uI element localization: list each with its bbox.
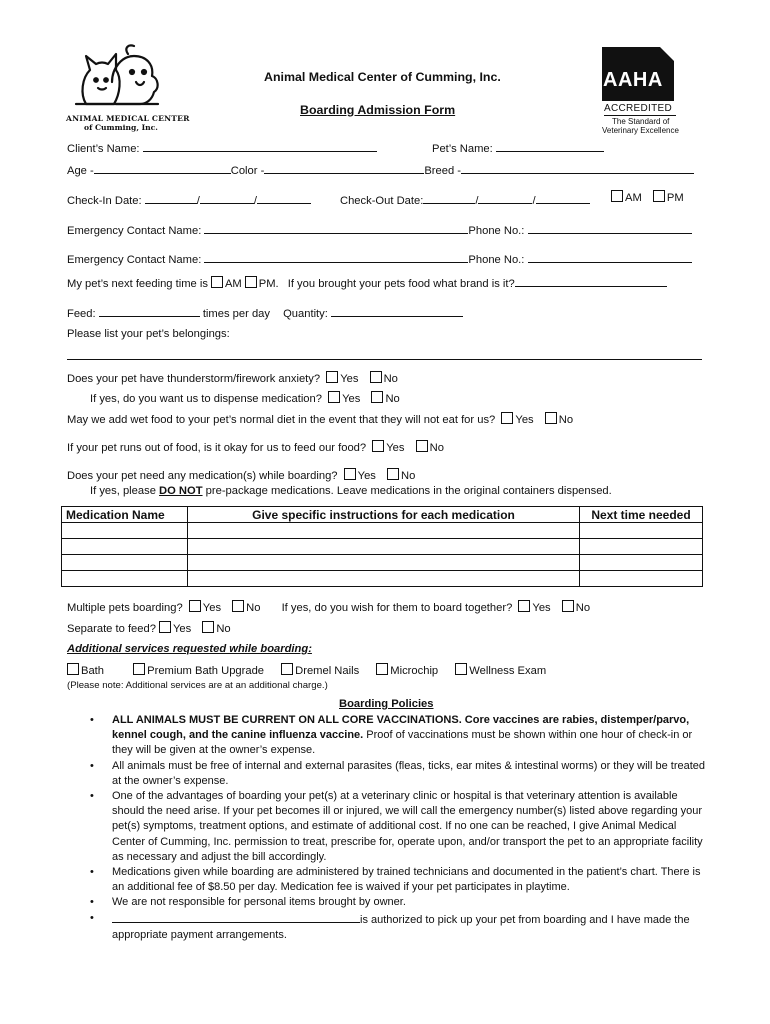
yes-label: Yes [342,393,361,405]
list-item [90,895,707,910]
meds-note-emphasis: DO NOT [159,485,203,497]
services-heading: Additional services requested while boarding: [67,643,312,655]
brand-question: If you brought your pets food what brand is it? [287,278,515,290]
am-checkbox[interactable] [611,190,623,202]
emergency-row-1 [67,222,692,237]
color-label: Color - [230,165,265,177]
no-label: No [401,470,416,482]
no-label: No [246,602,261,614]
next-time-cell[interactable] [580,539,703,555]
no-label: No [558,414,574,426]
list-item [90,911,707,943]
slash: / [253,195,257,207]
pet-name-label: Pet’s Name: [432,143,493,155]
times-per-day-label: times per day [202,308,270,320]
bullet: • [90,896,94,909]
policy-authorization: is authorized to pick up your pet from boarding and I have made the appropriate payment arrangements. [112,913,690,941]
belongings-label: Please list your pet’s belongings: [67,328,230,340]
check-out-month[interactable] [423,192,475,204]
meds-no-checkbox[interactable] [387,468,399,480]
feed-field[interactable] [99,305,200,317]
run-out-no-checkbox[interactable] [416,440,428,452]
feed-label: Feed: [67,308,96,320]
anxiety-yes-checkbox[interactable] [326,371,338,383]
separate-yes-checkbox[interactable] [159,621,171,633]
emergency-row-2 [67,251,692,266]
check-out-ampm [608,190,684,204]
instructions-cell[interactable] [188,523,580,539]
breed-field[interactable] [461,162,694,174]
feeding-pm-checkbox[interactable] [245,276,257,288]
instructions-header: Give specific instructions for each medication [188,507,580,523]
client-name-label: Client’s Name: [67,143,140,155]
brand-field[interactable] [515,275,667,287]
multiple-pets-row [67,600,590,614]
list-item [90,759,707,789]
aaha-tagline2: Veterinary Excellence [602,126,679,135]
pet-name-row [432,140,604,155]
phone-label: Phone No.: [468,225,525,237]
yes-label: Yes [340,373,359,385]
next-time-cell[interactable] [580,555,703,571]
yes-label: Yes [357,470,376,482]
dispense-yes-checkbox[interactable] [328,391,340,403]
org-name: Animal Medical Center of Cumming, Inc. [264,70,501,84]
slash: / [532,195,536,207]
wet-food-question: May we add wet food to your pet’s normal diet in the event that they will not eat for us? [67,414,496,426]
next-time-cell[interactable] [580,523,703,539]
run-out-row [67,440,444,454]
yes-label: Yes [202,602,222,614]
phone-field-1[interactable] [528,222,692,234]
medication-name-cell[interactable] [62,523,188,539]
aaha-accredited: ACCREDITED [604,103,673,114]
together-no-checkbox[interactable] [562,600,574,612]
medication-name-cell[interactable] [62,555,188,571]
no-label: No [383,373,398,385]
wet-food-yes-checkbox[interactable] [501,412,513,424]
emergency-label: Emergency Contact Name: [67,225,202,237]
meds-note-post: pre-package medications. Leave medications in the original containers dispensed. [205,485,612,497]
quantity-field[interactable] [331,305,463,317]
table-row [62,523,703,539]
wet-food-row [67,412,573,426]
aaha-tagline1: The Standard of [612,117,670,126]
separate-question: Separate to feed? [67,623,156,635]
color-field[interactable] [264,162,424,174]
yes-label: Yes [532,602,551,614]
aaha-badge [600,45,679,137]
emergency-name-field-1[interactable] [204,222,468,234]
medication-name-header: Medication Name [62,507,188,523]
check-out-year[interactable] [536,192,590,204]
medication-table [61,506,703,587]
yes-label: Yes [515,414,534,426]
separate-row [67,621,231,635]
bath-checkbox[interactable] [67,663,79,675]
feeding-time-row [67,275,667,290]
policy-vaccination-bold: ALL ANIMALS MUST BE CURRENT ON ALL CORE VACCINATIONS. Core vaccines are rabies, distemper/parvo, kennel cough, and the canine influenza vaccine. [112,714,690,742]
separate-no-checkbox[interactable] [202,621,214,633]
table-row [62,555,703,571]
instructions-cell[interactable] [188,571,580,587]
together-question: If yes, do you wish for them to board together? [281,602,513,614]
microchip-checkbox[interactable] [376,663,388,675]
quantity-label: Quantity: [283,308,328,320]
policy-veterinary-attention: One of the advantages of boarding your pet(s) at a veterinary clinic or hospital is that veterinary attention is available should the need arise. If your pet becomes ill or injured, we will call the emergency number(s) listed above regarding your pet(s) symptoms, treatment options, and estimate of additional cost. If no one can be reached, I give Animal Medical Center of Cumming, Inc. permission to treat, prescribe for, operate upon, and/or transport the pet to an appropriate facility as necessary and adjust the bill accordingly. [112,790,703,863]
clinic-logo [66,42,190,132]
no-label: No [575,602,591,614]
multiple-no-checkbox[interactable] [232,600,244,612]
age-label: Age - [67,165,94,177]
age-field[interactable] [94,162,231,174]
phone-label: Phone No.: [468,254,525,266]
bullet: • [90,790,94,803]
policy-parasites: All animals must be free of internal and external parasites (fleas, ticks, ear mites & intestinal worms) or they will be treated at the owner’s expense. [112,759,706,787]
bullet: • [90,759,94,772]
policy-vaccination-rest: Proof of vaccinations must be shown within one hour of check-in or they will be given at the owner’s expense. [112,729,693,757]
dremel-checkbox[interactable] [281,663,293,675]
pm-checkbox[interactable] [653,190,665,202]
run-out-yes-checkbox[interactable] [372,440,384,452]
next-time-cell[interactable] [580,571,703,587]
check-out-day[interactable] [478,192,532,204]
emergency-label: Emergency Contact Name: [67,254,202,266]
feeding-am-checkbox[interactable] [211,276,223,288]
logo-line1: ANIMAL MEDICAL CENTER [66,114,190,123]
instructions-cell[interactable] [188,539,580,555]
feeding-time-label: My pet’s next feeding time is [67,278,208,290]
list-item [90,865,707,895]
form-title: Boarding Admission Form [300,103,456,117]
list-item [90,789,707,865]
wet-food-no-checkbox[interactable] [545,412,557,424]
microchip-label: Microchip [390,665,439,677]
wellness-checkbox[interactable] [455,663,467,675]
aaha-brand: AAHA [603,69,663,91]
meds-note-pre: If yes, please [90,485,156,497]
anxiety-no-checkbox[interactable] [370,371,382,383]
slash: / [475,195,479,207]
no-label: No [385,393,400,405]
logo-line2: of Cumming, Inc. [84,123,158,132]
phone-field-2[interactable] [528,251,692,263]
dispense-row [90,391,400,405]
dremel-label: Dremel Nails [295,665,360,677]
services-row [67,663,546,677]
medication-name-cell[interactable] [62,571,188,587]
medication-table-header [62,507,703,523]
dispense-no-checkbox[interactable] [371,391,383,403]
check-in-label: Check-In Date: [67,195,142,207]
check-out-label: Check-Out Date: [340,195,424,207]
check-out-row [340,192,590,207]
meds-question: Does your pet need any medication(s) while boarding? [67,470,338,482]
client-name-field[interactable] [143,140,377,152]
anxiety-row [67,371,398,385]
medication-name-cell[interactable] [62,539,188,555]
pm-label: PM [666,192,684,204]
pet-name-field[interactable] [496,140,604,152]
am-label: AM [224,278,242,290]
no-label: No [429,442,444,454]
authorized-person-field[interactable] [112,911,360,923]
check-in-month[interactable] [145,192,197,204]
slash: / [196,195,200,207]
yes-label: Yes [172,623,192,635]
bullet: • [90,866,94,879]
multiple-question: Multiple pets boarding? [67,602,183,614]
list-item [90,713,707,759]
client-name-row [67,140,377,155]
run-out-question: If your pet runs out of food, is it okay for us to feed our food? [67,442,367,454]
policy-medications: Medications given while boarding are administered by trained technicians and documented in the patient’s chart. There is an additional fee of $8.50 per day. Medication fee is waived if your pet participates in playtime. [112,866,701,894]
anxiety-question: Does your pet have thunderstorm/firework anxiety? [67,373,321,385]
bullet: • [90,714,94,726]
table-row [62,571,703,587]
wellness-label: Wellness Exam [469,665,547,677]
services-note: (Please note: Additional services are at an additional charge.) [67,680,328,691]
no-label: No [216,623,231,635]
table-row [62,539,703,555]
belongings-field[interactable] [67,359,702,360]
premium-bath-label: Premium Bath Upgrade [147,665,265,677]
breed-label: Breed - [424,165,462,177]
premium-bath-checkbox[interactable] [133,663,145,675]
next-time-header: Next time needed [580,507,703,523]
meds-row [67,468,415,482]
check-in-day[interactable] [200,192,254,204]
cat-dog-logo-icon [66,42,166,114]
dispense-question: If yes, do you want us to dispense medication? [90,393,322,405]
multiple-yes-checkbox[interactable] [189,600,201,612]
together-yes-checkbox[interactable] [518,600,530,612]
emergency-name-field-2[interactable] [204,251,468,263]
age-color-breed-row [67,162,694,177]
feed-row [67,305,463,320]
check-in-year[interactable] [257,192,311,204]
pm-label: PM. [258,278,279,290]
check-in-row [67,192,311,207]
policies-heading: Boarding Policies [339,698,434,710]
meds-note [90,485,612,497]
policy-personal-items: We are not responsible for personal items brought by owner. [112,896,406,909]
meds-yes-checkbox[interactable] [344,468,356,480]
instructions-cell[interactable] [188,555,580,571]
yes-label: Yes [386,442,405,454]
am-label: AM [625,192,642,204]
bullet: • [90,911,94,924]
policies-list [90,713,707,943]
bath-label: Bath [81,665,105,677]
